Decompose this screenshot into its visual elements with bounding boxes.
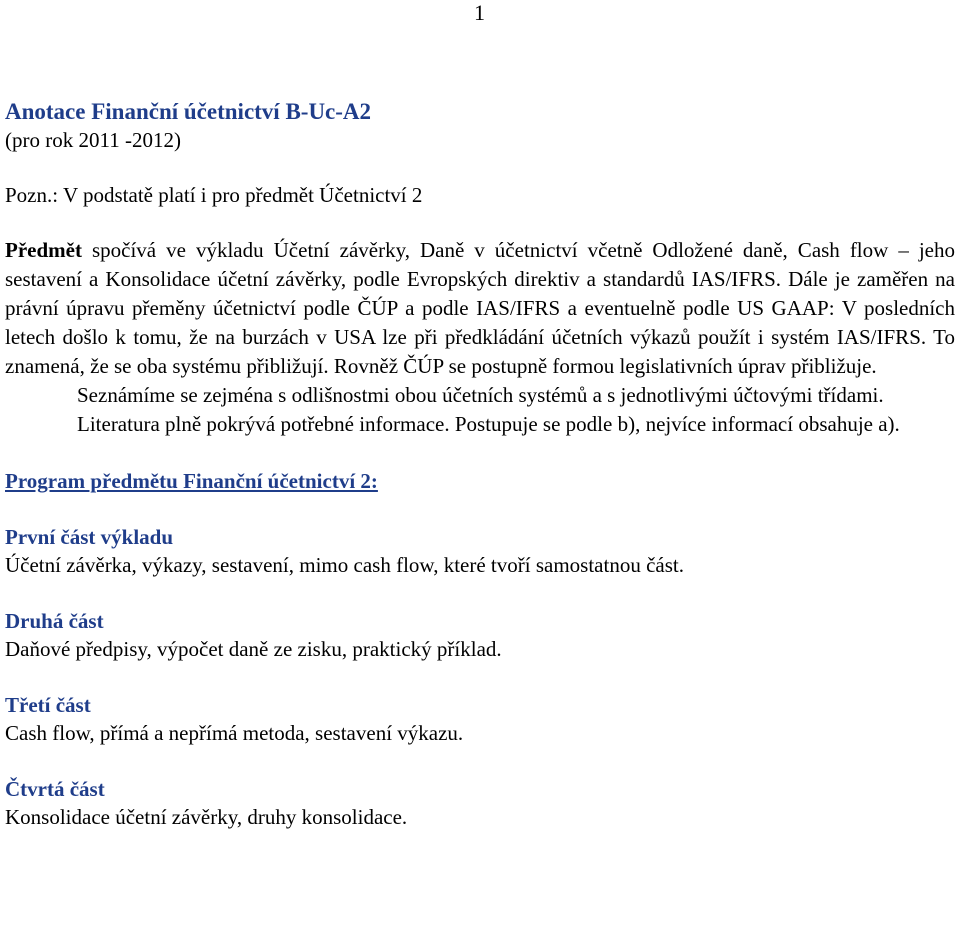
- section-3: [5, 691, 955, 747]
- section-1: [5, 523, 955, 579]
- page-number: 1: [474, 0, 485, 25]
- section-4: [5, 775, 955, 831]
- section-text: Účetní závěrka, výkazy, sestavení, mimo cash flow, které tvoří samostatnou část.: [5, 553, 684, 577]
- intro-paragraph-3: Literatura plně pokrývá potřebné informace. Postupuje se podle b), nejvíce informací obsahuje a).: [77, 412, 900, 436]
- section-heading: První část výkladu: [5, 525, 174, 549]
- program-heading: Program předmětu Finanční účetnictví 2:: [5, 469, 378, 493]
- document-body: [5, 98, 955, 859]
- note-paragraph: Pozn.: V podstatě platí i pro předmět Účetnictví 2: [5, 183, 423, 207]
- section-text: Cash flow, přímá a nepřímá metoda, sestavení výkazu.: [5, 721, 464, 745]
- intro-paragraph-2: Seznámíme se zejména s odlišnostmi obou účetních systémů a s jednotlivými účtovými třídami.: [77, 383, 884, 407]
- document-title: Anotace Finanční účetnictví B-Uc-A2: [5, 99, 372, 124]
- intro-body: spočívá ve výkladu Účetní závěrky, Daně v účetnictví včetně Odložené daně, Cash flow – jeho sestavení a Konsolidace účetní závěrky, podle Evropských direktiv a standardů IAS/IFRS. Dále je zaměřen na právní úpravu přeměny účetnictví podle ČÚP a podle IAS/IFRS a eventuelně podle US GAAP: V posledních letech došlo k tomu, že na burzách v USA lze při předkládání účetních výkazů použít i systém IAS/IFRS. To znamená, že se oba systému přibližují. Rovněž ČÚP se postupně formou legislativních úprav přibližuje.: [5, 238, 955, 378]
- section-text: Konsolidace účetní závěrky, druhy konsolidace.: [5, 805, 408, 829]
- section-2: [5, 607, 955, 663]
- section-heading: Čtvrtá část: [5, 777, 105, 801]
- section-text: Daňové předpisy, výpočet daně ze zisku, praktický příklad.: [5, 637, 502, 661]
- intro-lead: Předmět: [5, 238, 82, 262]
- document-subtitle: (pro rok 2011 -2012): [5, 128, 181, 152]
- section-heading: Druhá část: [5, 609, 104, 633]
- section-heading: Třetí část: [5, 693, 91, 717]
- intro-paragraph: [5, 236, 955, 381]
